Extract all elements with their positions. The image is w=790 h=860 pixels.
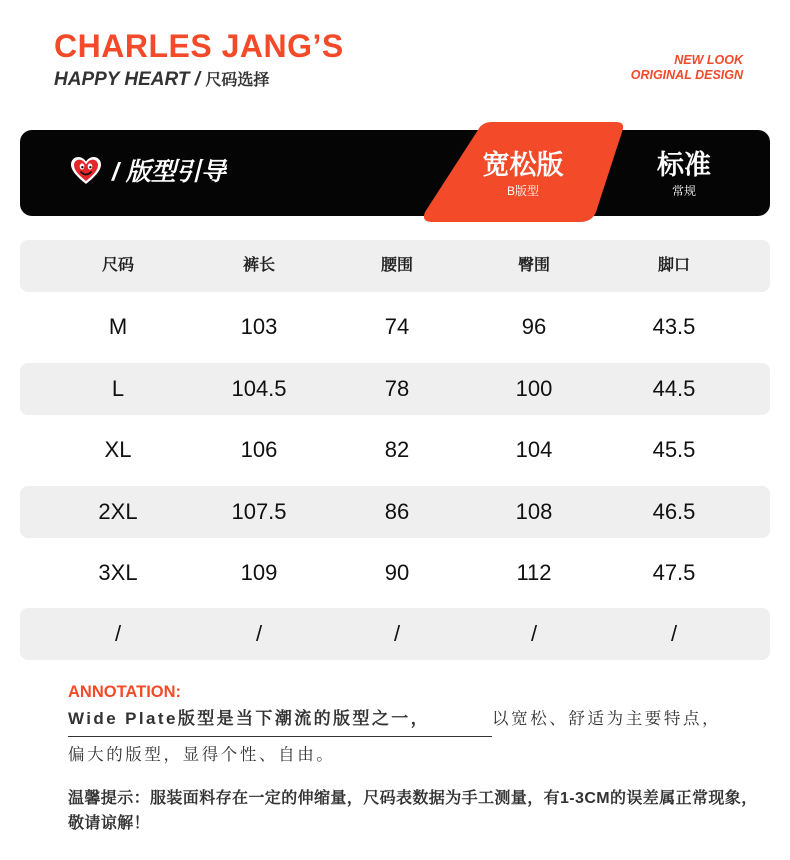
tagline-new-look: NEW LOOK [674,53,743,67]
cell-hip: 112 [516,559,552,585]
cell-length: 107.5 [231,498,287,524]
cell-hip: 96 [521,314,547,340]
cell-waist: 82 [384,437,410,463]
cell-size: / [114,621,122,647]
cell-hem: 47.5 [652,559,696,585]
cell-length: 103 [240,314,278,340]
subtitle-cn: 尺码选择 [205,72,270,89]
cell-length: 104.5 [231,375,287,401]
cell-hem: 46.5 [652,498,696,524]
cell-hem: 44.5 [652,375,696,401]
cell-length: / [255,621,263,647]
header-hip: 臀围 [517,257,550,274]
header-hem: 脚口 [657,257,690,274]
annotation-line2: 偏大的版型，显得个性、自由。 [68,746,336,764]
cell-waist: / [393,621,401,647]
cell-hip: 100 [515,375,553,401]
cell-length: 106 [240,437,278,463]
size-table [20,240,770,670]
cell-waist: 86 [384,498,410,524]
annotation-line1-rest: 以宽松、舒适为主要特点， [492,710,722,728]
tab-loose-title: 宽松版 [482,150,564,180]
header-size: 尺码 [101,257,134,274]
cell-size: XL [104,437,132,463]
cell-length: 109 [240,559,278,585]
cell-hip: / [530,621,538,647]
cell-hem: 45.5 [652,437,696,463]
cell-size: L [111,375,125,401]
cell-hip: 108 [515,498,553,524]
table-row [20,363,770,415]
table-header-row [20,240,770,292]
cell-hem: / [670,621,678,647]
tagline [631,53,743,83]
annotation-underline [68,736,492,737]
heart-logo-icon [70,156,102,186]
cell-size: 3XL [98,559,138,585]
annotation-line1-bold: Wide Plate版型是当下潮流的版型之一， [68,709,431,728]
tagline-original-design: ORIGINAL DESIGN [630,68,743,82]
table-row [20,424,770,476]
tab-loose-subtitle: B版型 [506,184,539,198]
cell-hem: 43.5 [652,314,696,340]
table-row [20,608,770,660]
tab-standard-subtitle: 常规 [671,184,696,198]
tab-loose-fit[interactable] [420,122,626,222]
cell-waist: 90 [384,559,410,585]
table-row [20,301,770,353]
cell-size: M [108,314,128,340]
brand-title: CHARLES JANG’S [54,28,344,64]
tab-standard-fit[interactable] [634,130,734,216]
measurement-note: 温馨提示：服装面料存在一定的伸缩量，尺码表数据为手工测量，有1-3CM的误差属正常现象，敬请谅解！ [68,790,758,832]
header-waist: 腰围 [380,257,413,274]
brand-subtitle [54,70,269,89]
cell-waist: 78 [384,375,410,401]
table-row [20,486,770,538]
subtitle-en: HAPPY HEART [54,69,190,90]
annotation-title: ANNOTATION: [68,683,182,701]
header-length: 裤长 [242,257,275,274]
subtitle-separator: / [189,69,206,90]
table-row [20,547,770,599]
fit-guide-label: / 版型引导 [112,158,226,186]
cell-hip: 104 [515,437,553,463]
cell-size: 2XL [98,498,138,524]
tab-standard-title: 标准 [657,150,711,180]
cell-waist: 74 [384,314,410,340]
